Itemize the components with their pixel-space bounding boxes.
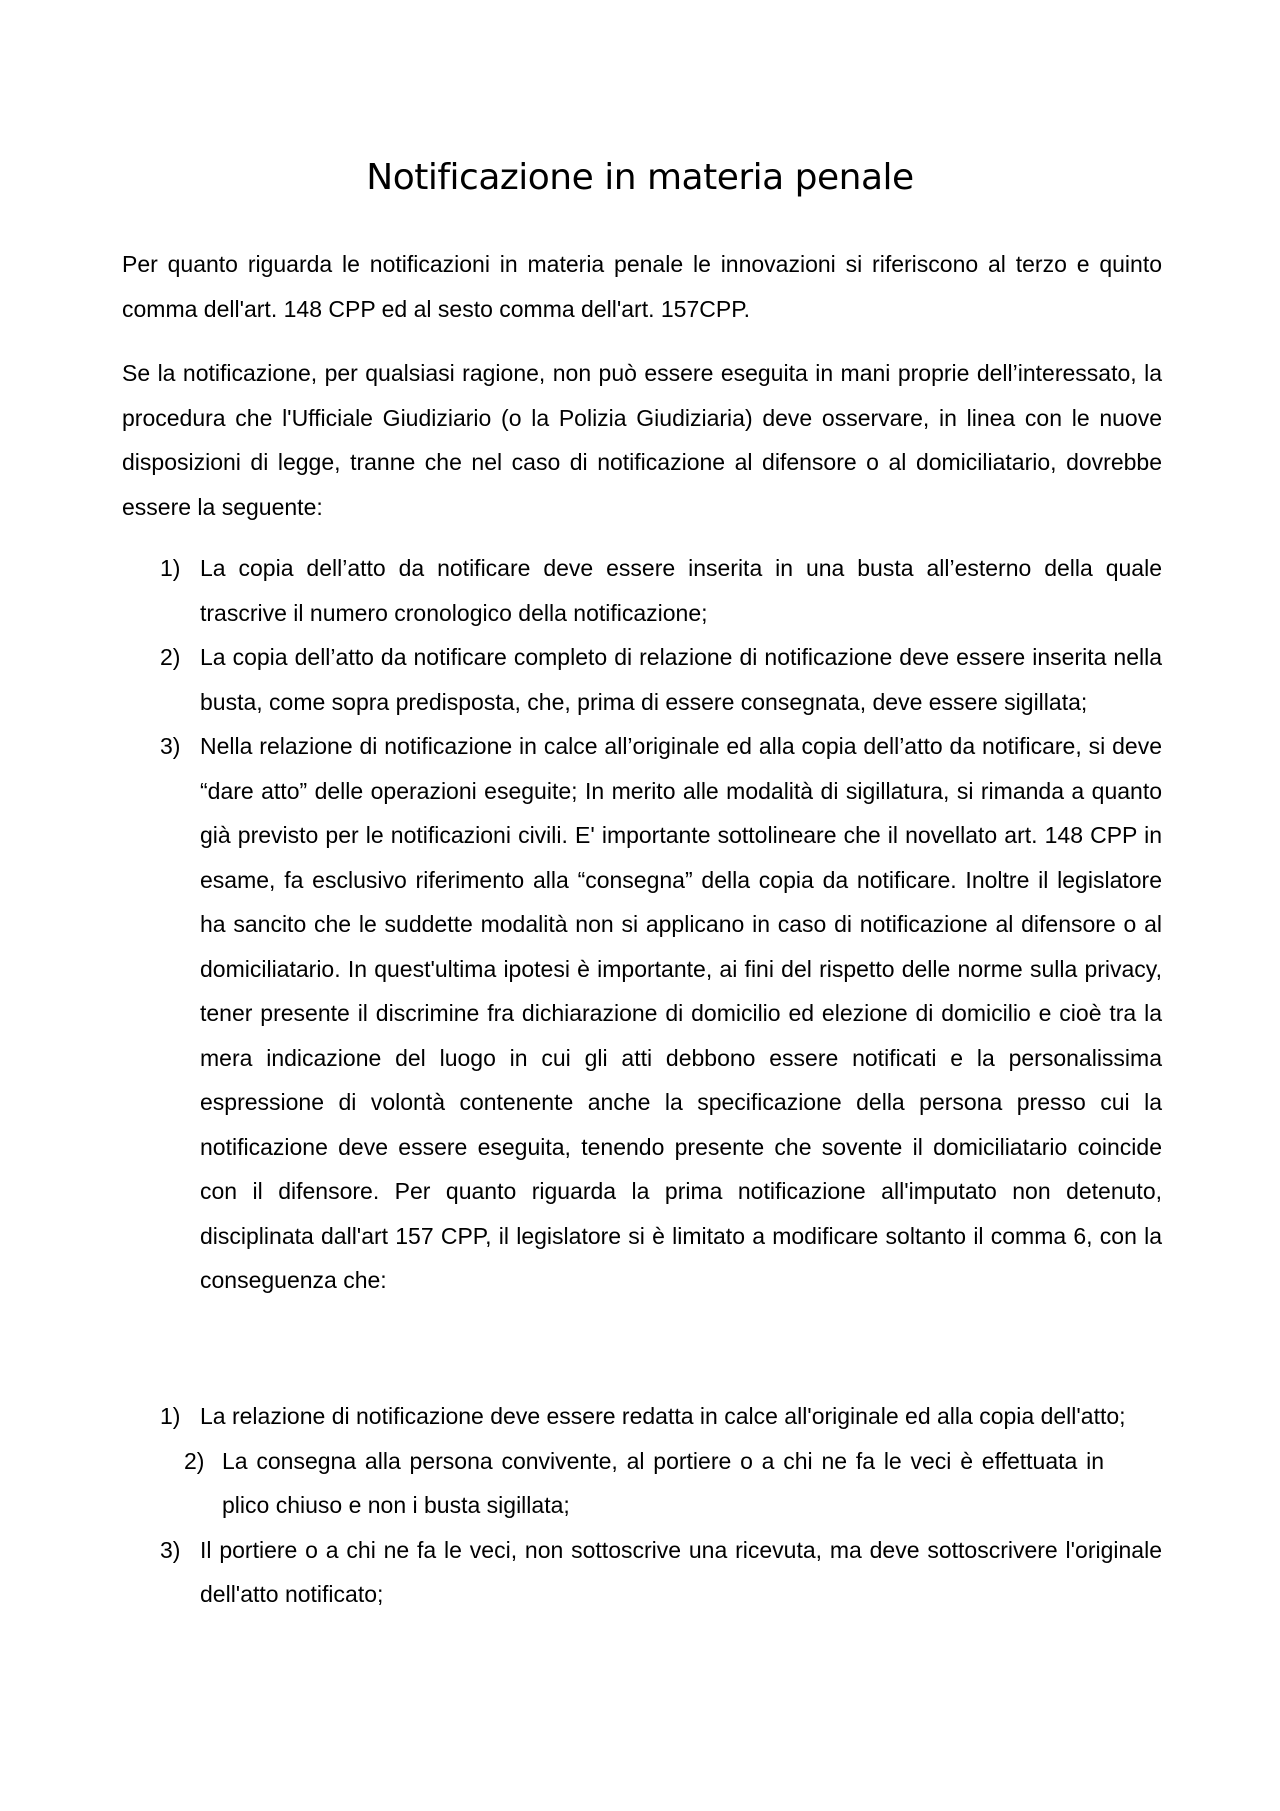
list-item-text: La copia dell’atto da notificare deve essere inserita in una busta all’esterno della quale trascrive il numero cronologico della notificazione; xyxy=(200,555,1162,626)
page-title: Notificazione in materia penale xyxy=(366,157,914,198)
procedure-list xyxy=(122,546,1162,1303)
list-item-number: 2) xyxy=(160,644,181,670)
consequences-list xyxy=(122,1394,1162,1617)
paragraph-intro: Per quanto riguarda le notificazioni in materia penale le innovazioni si riferiscono al terzo e quinto comma dell'art. 148 CPP ed al sesto comma dell'art. 157CPP. xyxy=(122,251,1162,322)
list-item-text: Il portiere o a chi ne fa le veci, non sottoscrive una ricevuta, ma deve sottoscrivere l'originale dell'atto notificato; xyxy=(200,1536,1162,1607)
list-item-number: 3) xyxy=(160,1536,181,1563)
list-item xyxy=(122,1394,1162,1439)
list-item xyxy=(122,635,1162,724)
list-item xyxy=(122,1528,1162,1617)
paragraph-procedure: Se la notificazione, per qualsiasi ragione, non può essere eseguita in mani proprie dell’interessato, la procedura che l'Ufficiale Giudiziario (o la Polizia Giudiziaria) deve osservare, in linea con le nuove disposizioni di legge, tranne che nel caso di notificazione al difensore o al domiciliatario, dovrebbe essere la seguente: xyxy=(122,360,1162,520)
list-item-text: La consegna alla persona convivente, al portiere o a chi ne fa le veci è effettuata in plico chiuso e non i busta sigillata; xyxy=(222,1447,1104,1518)
list-item-number: 3) xyxy=(160,733,181,759)
list-item-number: 1) xyxy=(160,555,181,581)
list-item xyxy=(122,546,1162,635)
list-item-text: Nella relazione di notificazione in calce all’originale ed alla copia dell’atto da notificare, si deve “dare atto” delle operazioni eseguite; In merito alle modalità di sigillatura, si rimanda a quanto già previsto per le notificazioni civili. E' importante sottolineare che il novellato art. 148 CPP in esame, fa esclusivo riferimento alla “consegna” della copia da notificare. Inoltre il legislatore ha sancito che le suddette modalità non si applicano in caso di notificazione al difensore o al domiciliatario. In quest'ultima ipotesi è importante, ai fini del rispetto delle norme sulla privacy, tener presente il discrimine fra dichiarazione di domicilio ed elezione di domicilio e cioè tra la mera indicazione del luogo in cui gli atti debbono essere notificati e la personalissima espressione di volontà contenente anche la specificazione della persona presso cui la notificazione deve essere eseguita, tenendo presente che sovente il domiciliatario coincide con il difensore. Per quanto riguarda la prima notificazione all'imputato non detenuto, disciplinata dall'art 157 CPP, il legislatore si è limitato a modificare soltanto il comma 6, con la conseguenza che: xyxy=(200,733,1162,1293)
list-item-number: 2) xyxy=(184,1447,205,1474)
list-item-text: La copia dell’atto da notificare completo di relazione di notificazione deve essere inserita nella busta, come sopra predisposta, che, prima di essere consegnata, deve essere sigillata; xyxy=(200,644,1162,715)
list-item xyxy=(122,1439,1162,1528)
list-item xyxy=(122,724,1162,1303)
list-item-text: La relazione di notificazione deve essere redatta in calce all'originale ed alla copia dell'atto; xyxy=(200,1403,1126,1429)
list-item-number: 1) xyxy=(160,1403,181,1429)
